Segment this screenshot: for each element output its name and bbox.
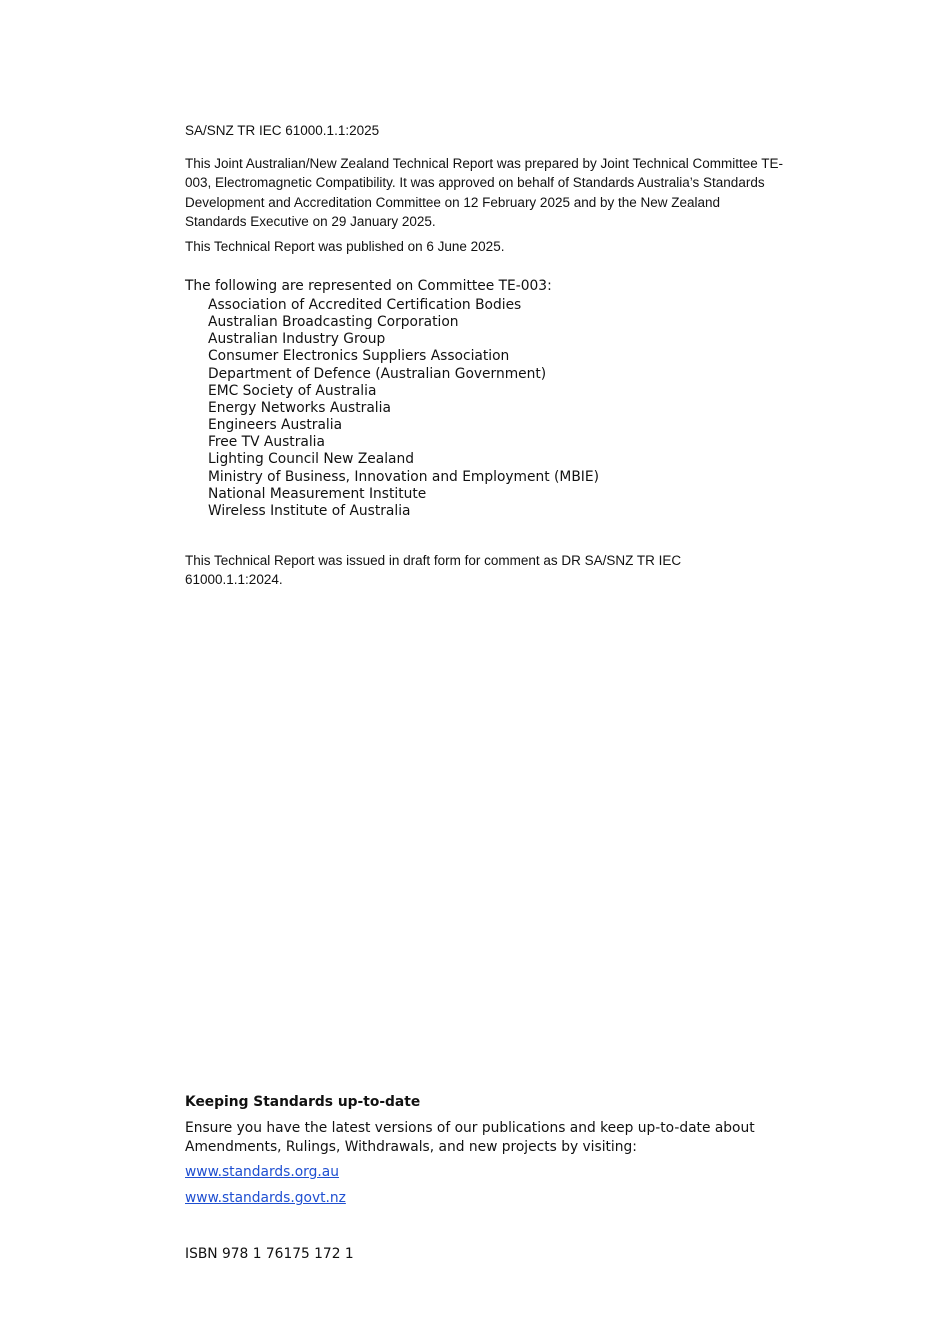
preparation-paragraph: This Joint Australian/New Zealand Technical Report was prepared by Joint Technical Committee TE-003, Electromagnetic Compatibility. It was approved on behalf of Standards Australia’s Standards Development and Accreditation Committee on 12 February 2025 and by the New Zealand Standards Executive on 29 January 2025. [185,156,784,230]
standard-designation: SA/SNZ TR IEC 61000.1.1:2025 [185,123,380,138]
publication-date-statement: This Technical Report was published on 6 June 2025. [185,239,505,254]
draft-statement: This Technical Report was issued in draft form for comment as DR SA/SNZ TR IEC 61000.1.1:2024. [185,553,682,588]
committee-member: Energy Networks Australia [208,399,391,416]
committee-member: Association of Accredited Certification Bodies [208,297,522,313]
keeping-up-to-date-body: Ensure you have the latest versions of our publications and keep up-to-date about Amendments, Rulings, Withdrawals, and new projects by visiting: [185,1120,755,1156]
committee-member: Ministry of Business, Innovation and Employment (MBIE) [208,468,599,485]
committee-member: Engineers Australia [208,417,343,434]
committee-member: Wireless Institute of Australia [208,502,411,519]
standards-au-link[interactable]: www.standards.org.au [185,1164,339,1180]
committee-member: Department of Defence (Australian Government) [208,365,547,382]
committee-member-list [208,297,599,520]
committee-member: Consumer Electronics Suppliers Association [208,348,510,365]
committee-member: National Measurement Institute [208,485,427,502]
committee-member: Australian Broadcasting Corporation [208,314,459,331]
keeping-up-to-date-heading: Keeping Standards up-to-date [185,1094,421,1110]
committee-member: EMC Society of Australia [208,382,377,399]
committee-intro: The following are represented on Committee TE-003: [185,278,552,294]
isbn: ISBN 978 1 76175 172 1 [185,1246,354,1262]
committee-member: Australian Industry Group [208,331,386,348]
committee-member: Lighting Council New Zealand [208,451,415,468]
committee-member: Free TV Australia [208,434,325,451]
standards-nz-link[interactable]: www.standards.govt.nz [185,1190,346,1206]
